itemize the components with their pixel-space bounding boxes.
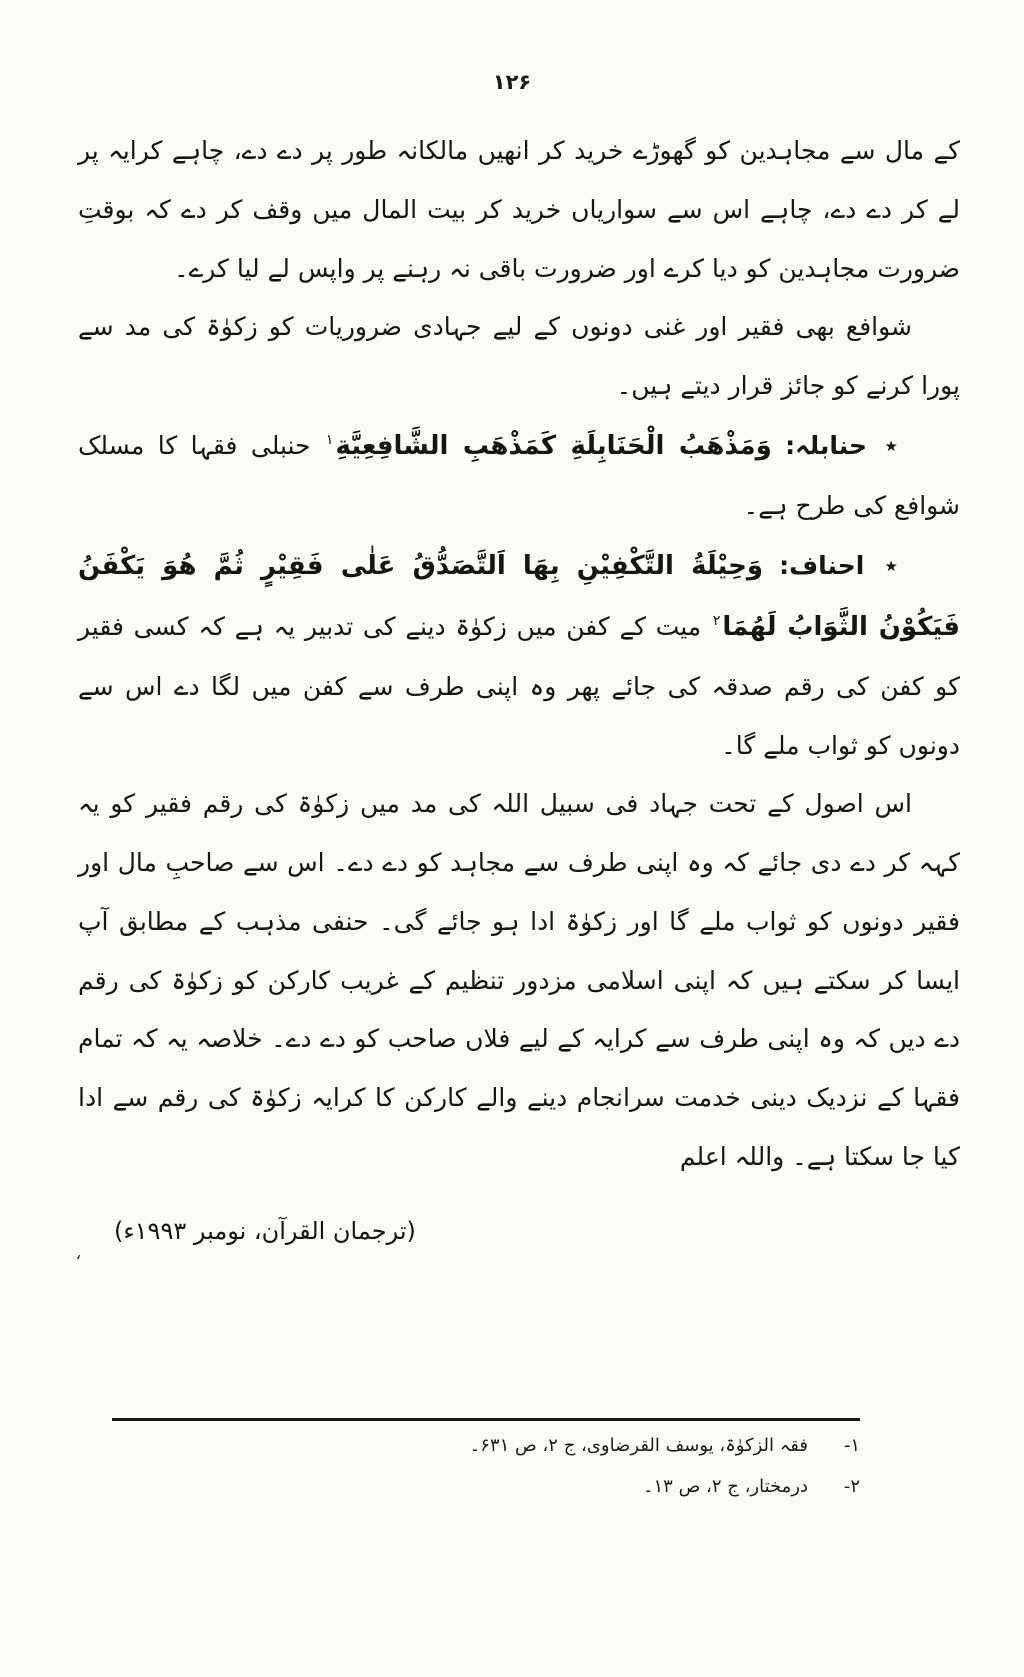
star-bullet-icon: ٭ [884, 430, 899, 460]
footnote-text: فقہ الزکوٰۃ، یوسف القرضاوی، ج ۲، ص ۶۳۱۔ [469, 1435, 808, 1456]
footnote-item [112, 1431, 860, 1462]
paragraph-hanabilah [78, 416, 960, 536]
urdu-translation-hanabilah: حنبلی فقہا کا مسلک شوافع کی طرح ہے۔ [78, 430, 960, 520]
source-attribution: (ترجمان القرآن، نومبر ۱۹۹۳ء) [114, 1216, 416, 1245]
paragraph-shawafi: شوافع بھی فقیر اور غنی دونوں کے لیے جہادی ضروریات کو زکوٰۃ کی مد سے پورا کرنے کو جائز قرار دیتے ہیں۔ [78, 312, 960, 400]
arabic-quote-ahnaf: وَحِيْلَةُ التَّكْفِيْنِ بِهَا اَلتَّصَدُّقُ عَلٰى فَقِيْرٍ ثُمَّ هُوَ يَكْفَنُ فَيَكُوْنُ الثَّوَابُ لَهُمَا [78, 550, 960, 642]
madhhab-label-ahnaf: احناف: [779, 550, 865, 580]
footnote-divider [112, 1418, 860, 1421]
urdu-translation-ahnaf: میت کے کفن میں زکوٰۃ دینے کی تدبیر یہ ہے کہ کسی فقیر کو کفن کی رقم صدقہ کی جائے پھر وہ اپنی طرف سے کفن میں لگا دے اس سے دونوں کو ثواب ملے گا۔ [78, 611, 960, 760]
footnote-ref-2: ۲ [712, 613, 721, 630]
arabic-quote-hanabilah: وَمَذْهَبُ الْحَنَابِلَةِ كَمَذْهَبِ الشَّافِعِيَّةِ [335, 430, 772, 461]
footnote-text: درمختار، ج ۲، ص ۱۳۔ [642, 1475, 808, 1497]
madhhab-label-hanabilah: حنابلہ: [785, 430, 867, 460]
body-text [78, 122, 960, 1259]
page-number: ۱۲۶ [492, 70, 532, 94]
footnote-section [112, 1418, 860, 1502]
footnote-ref-1: ۱ [325, 432, 334, 449]
footnote-number: ۱- [843, 1435, 860, 1456]
footnote-number: ۲- [843, 1475, 860, 1497]
paragraph-conclusion: اس اصول کے تحت جہاد فی سبیل اللہ کی مد میں زکوٰۃ کی رقم فقیر کو یہ کہہ کر دے دی جائے کہ وہ اپنی طرف سے مجاہد کو دے دے۔ اس سے صاحبِ مال اور فقیر دونوں کو ثواب ملے گا اور زکوٰۃ ادا ہو جائے گی۔ حنفی مذہب کے مطابق آپ ایسا کر سکتے ہیں کہ اپنی اسلامی مزدور تنظیم کے غریب کارکن کو زکوٰۃ کی رقم دے دیں کہ وہ اپنی طرف سے کرایہ کے لیے فلاں صاحب کو دے دے۔ خلاصہ یہ کہ تمام فقہا کے نزدیک دینی خدمت سرانجام دینے والے کارکن کا کرایہ زکوٰۃ کی رقم سے ادا کیا جا سکتا ہے۔ واللہ اعلم [78, 789, 960, 1171]
star-bullet-icon: ٭ [884, 550, 898, 580]
paragraph-continuation: کے مال سے مجاہدین کو گھوڑے خرید کر انھیں مالکانہ طور پر دے دے، چاہے کرایہ پر لے کر دے دے، چاہے اس سے سواریاں خرید کر بیت المال میں وقف کر دے کہ بوقتِ ضرورت مجاہدین کو دیا کرے اور ضرورت باقی نہ رہنے پر واپس لے لیا کرے۔ [78, 136, 960, 283]
paragraph-ahnaf [78, 536, 960, 776]
footnote-item [112, 1472, 860, 1503]
scan-artifact-mark: ، [74, 1242, 84, 1265]
